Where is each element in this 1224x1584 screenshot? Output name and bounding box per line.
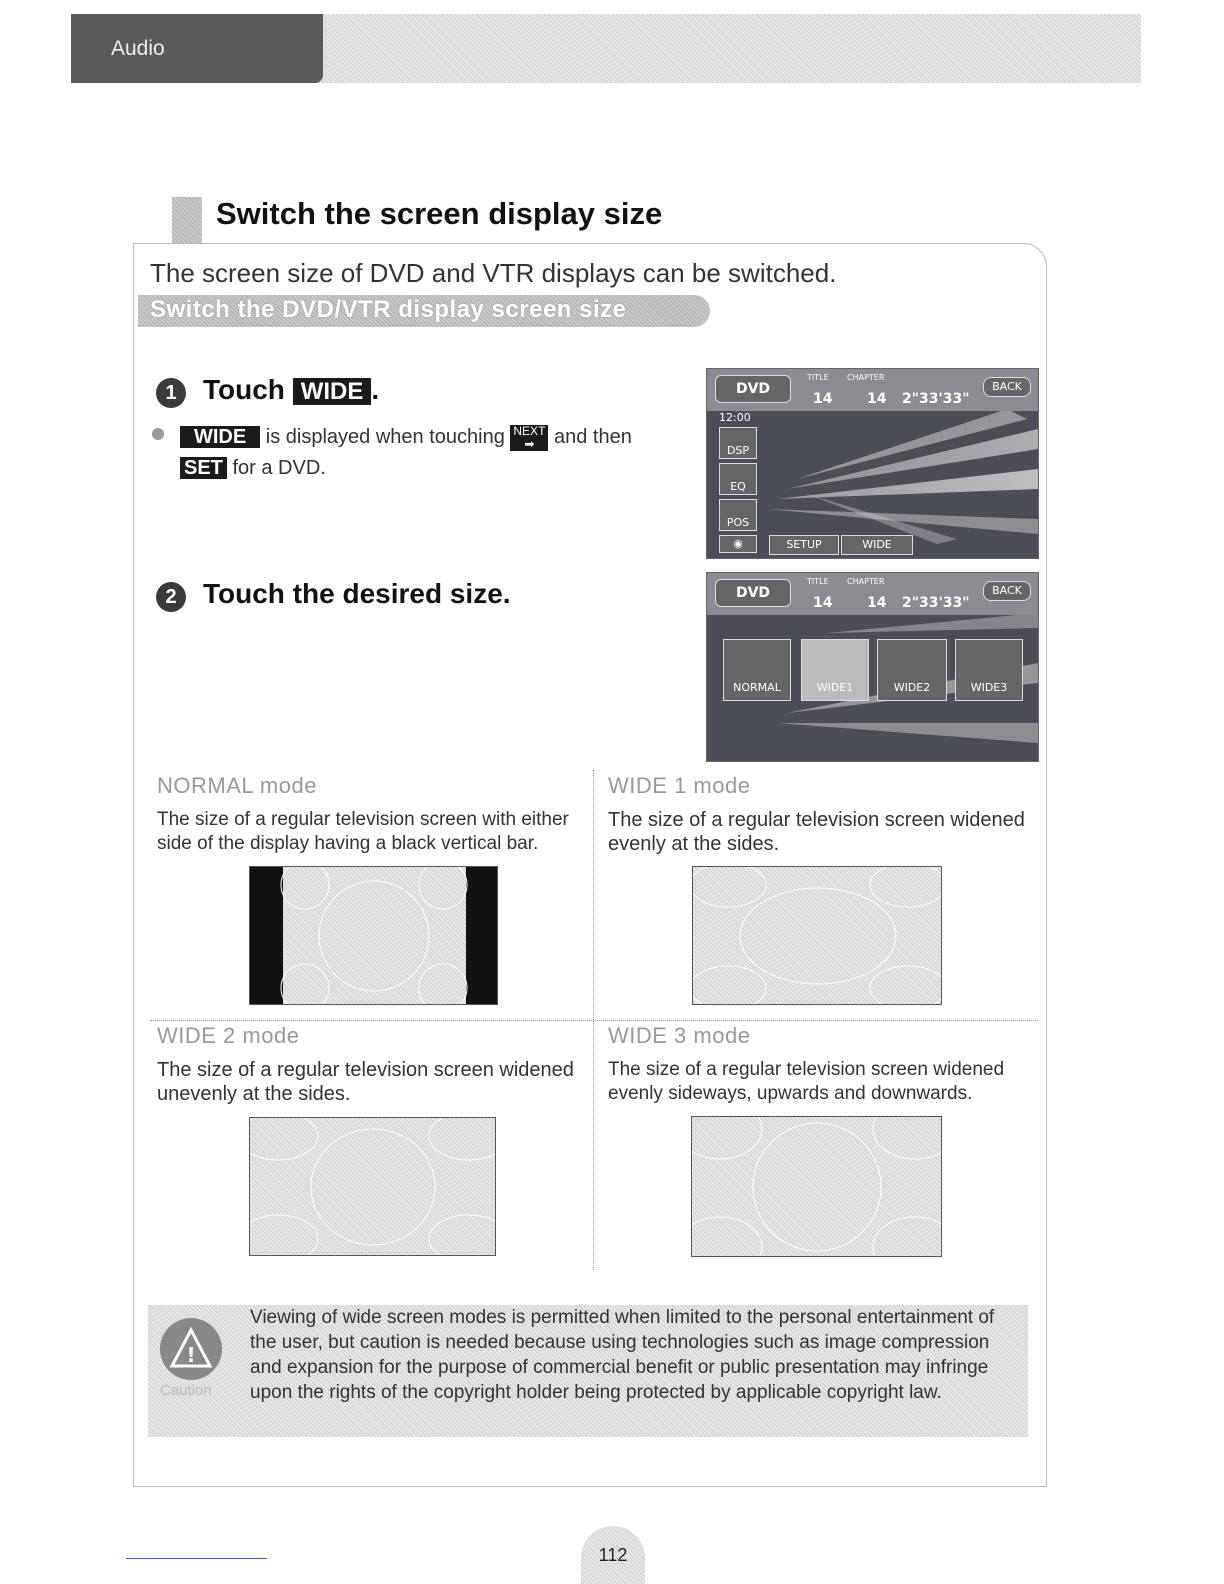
back-button: BACK — [983, 377, 1031, 397]
caution-label: Caution — [160, 1382, 212, 1399]
pos-button: POS — [719, 499, 757, 531]
wide-button-label: WIDE — [293, 378, 372, 405]
intro-text: The screen size of DVD and VTR displays can be switched. — [150, 258, 837, 288]
screen-1-title-num: 14 — [813, 391, 833, 407]
dvd-screen-2 — [706, 572, 1039, 762]
screen-1-chapter-num: 14 — [867, 391, 887, 407]
mode-wide1-button: WIDE1 — [801, 639, 869, 701]
svg-text:!: ! — [186, 1343, 196, 1367]
screen-1-title-label: TITLE — [807, 373, 829, 382]
step-1-title — [203, 374, 379, 406]
section-tab: Audio — [71, 14, 323, 83]
step-1-title-text: Touch — [203, 374, 285, 405]
wide1-mode-illustration — [692, 866, 942, 1005]
normal-mode-illustration — [249, 866, 498, 1005]
next-button-icon — [510, 425, 548, 451]
normal-mode-desc: The size of a regular television screen with either side of the display having a black vertical bar. — [157, 809, 569, 854]
warning-triangle-icon — [160, 1318, 222, 1380]
dvd-source-button-2: DVD — [715, 579, 791, 607]
wide1-mode-diagram — [693, 867, 942, 1005]
subsection-title: Switch the DVD/VTR display screen size — [150, 296, 627, 323]
wide3-mode-title: WIDE 3 mode — [608, 1023, 751, 1048]
mode-normal-button: NORMAL — [723, 639, 791, 701]
section-title: Switch the screen display size — [216, 196, 663, 231]
wide3-mode-diagram — [692, 1117, 942, 1257]
step-1-number: 1 — [156, 378, 186, 408]
wide-screen-button: WIDE — [841, 535, 913, 555]
screen-2-chapter-label: CHAPTER — [847, 577, 885, 586]
next-arrow-icon: ➡ — [524, 436, 535, 451]
wide1-mode-title: WIDE 1 mode — [608, 773, 751, 798]
screen-2-chapter-num: 14 — [867, 595, 887, 611]
screen-1-clock: 12:00 — [719, 411, 751, 424]
eq-button: EQ — [719, 463, 757, 495]
dvd-source-button: DVD — [715, 375, 791, 403]
footer-line — [126, 1558, 267, 1559]
normal-mode-diagram — [250, 867, 498, 1005]
note-text-1: is displayed when touching — [265, 426, 505, 448]
power-icon: ◉ — [719, 535, 757, 553]
normal-mode-title: NORMAL mode — [157, 773, 317, 798]
wide2-mode-title: WIDE 2 mode — [157, 1023, 300, 1048]
step-2-number: 2 — [156, 582, 186, 612]
dsp-button: DSP — [719, 427, 757, 459]
screen-2-title-num: 14 — [813, 595, 833, 611]
wide3-mode-desc: The size of a regular television screen widened evenly sideways, upwards and downwards. — [608, 1059, 1005, 1104]
wide2-mode-desc: The size of a regular television screen widened unevenly at the sides. — [157, 1059, 574, 1105]
back-button-2: BACK — [983, 581, 1031, 601]
step-2-title: Touch the desired size. — [203, 578, 511, 609]
step-1-note — [180, 422, 690, 484]
grid-divider-horizontal — [150, 1020, 1038, 1022]
wide2-mode-diagram — [250, 1118, 496, 1256]
wide1-mode-desc: The size of a regular television screen widened evenly at the sides. — [608, 809, 1025, 855]
mode-wide3-button: WIDE3 — [955, 639, 1023, 701]
caution-text: Viewing of wide screen modes is permitted when limited to the personal entertainment of the user, but caution is needed because using technologies such as image compression and expansion for the purpose of commercial benefit or public presentation may infringe upon the rights of the copyright holder being protected by applicable copyright law. — [250, 1307, 995, 1403]
wide-button-label-note: WIDE — [180, 426, 260, 448]
screen-2-time: 2"33'33" — [902, 595, 970, 611]
screen-1-time: 2"33'33" — [902, 391, 970, 407]
wide2-mode-illustration — [249, 1117, 496, 1256]
set-button-label: SET — [180, 457, 227, 479]
caution-icon — [160, 1318, 222, 1380]
screen-2-title-label: TITLE — [807, 577, 829, 586]
dvd-screen-1 — [706, 368, 1039, 559]
wide3-mode-illustration — [691, 1116, 942, 1257]
mode-wide2-button: WIDE2 — [877, 639, 947, 701]
next-button-text: NEXT — [513, 423, 546, 438]
section-marker — [172, 197, 202, 243]
setup-button: SETUP — [769, 535, 839, 555]
step-1-title-period: . — [371, 374, 380, 405]
page-number: 112 — [598, 1545, 628, 1565]
screen-1-chapter-label: CHAPTER — [847, 373, 885, 382]
note-text-3: for a DVD. — [232, 457, 326, 479]
bullet-icon — [152, 428, 164, 440]
note-text-2: and then — [553, 426, 632, 448]
